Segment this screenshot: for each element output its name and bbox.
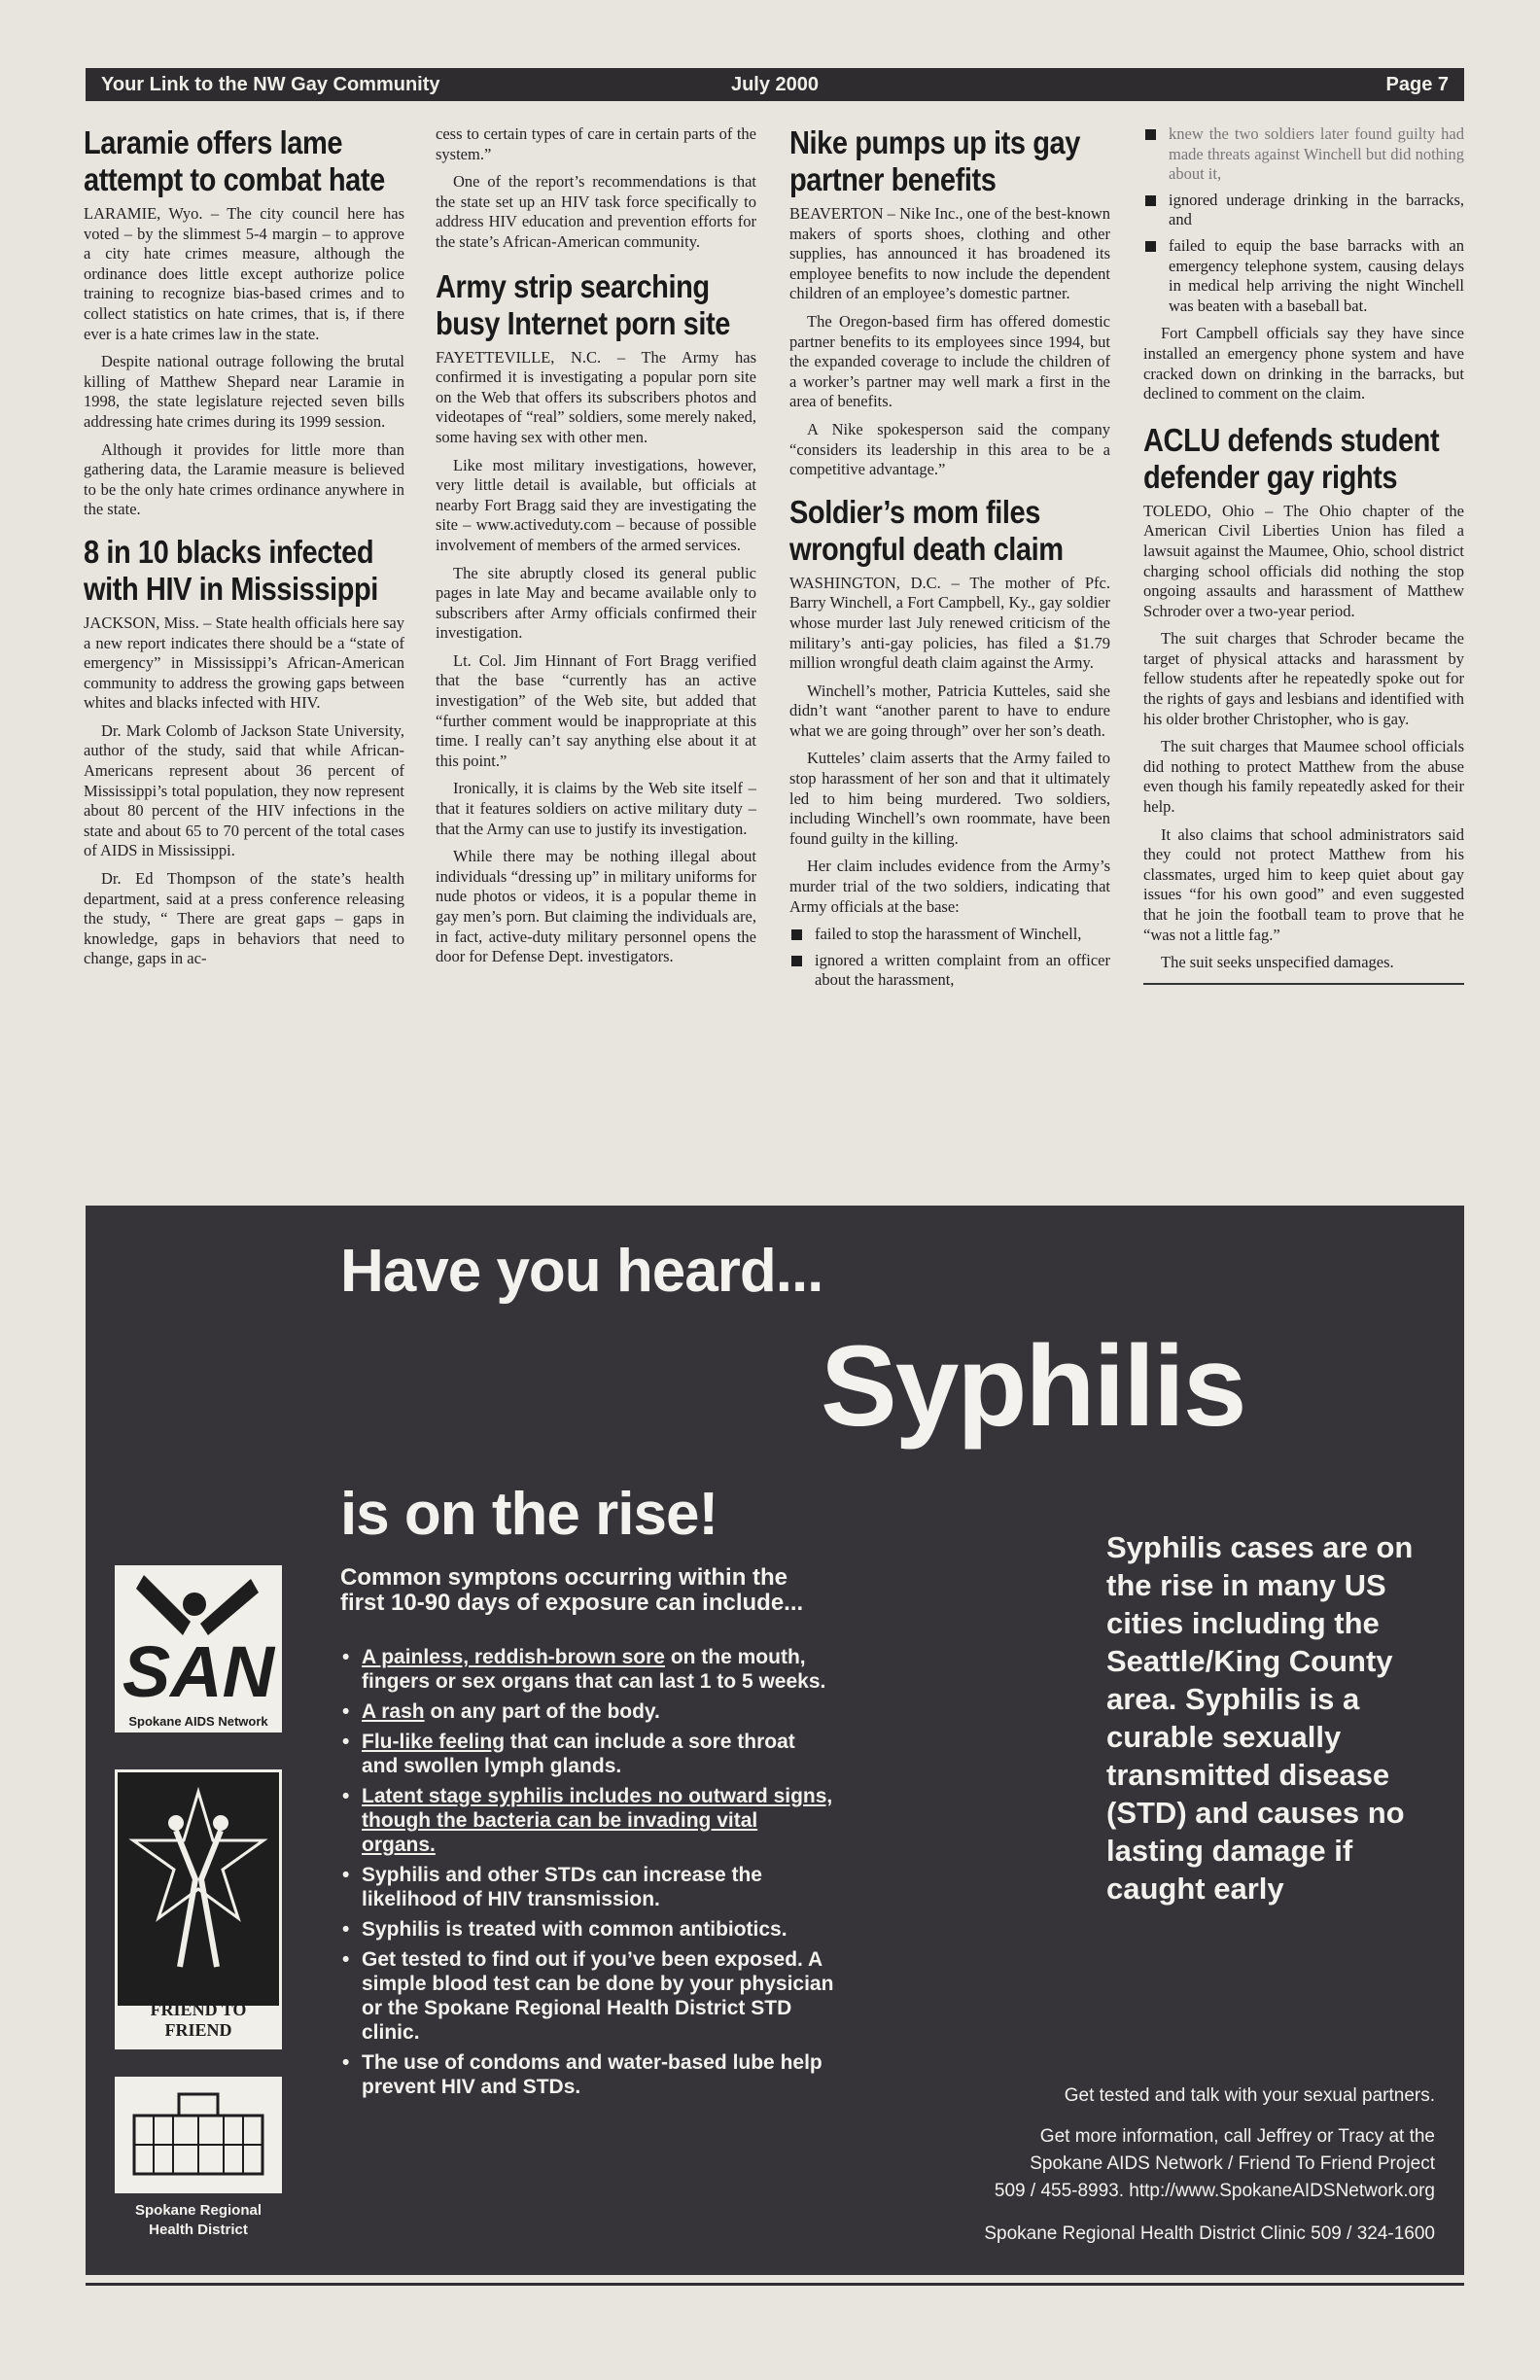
article-paragraph: JACKSON, Miss. – State health officials here say a new report indicates there should be a “state of emergency” in Mississippi’s African-American community to address the growing gaps between whites and blacks infected with HIV. <box>84 612 404 713</box>
article-paragraph: Fort Campbell officials say they have since installed an emergency phone system and have cracked down on drinking in the barracks, but declined to comment on the claim. <box>1143 324 1464 403</box>
list-item: • Get tested to find out if you’ve been exposed. A simple blood test can be done by your physician or the Spokane Regional Health District STD clinic. <box>340 1947 836 2045</box>
page-bottom-rule <box>86 2283 1464 2286</box>
article-paragraph: TOLEDO, Ohio – The Ohio chapter of the American Civil Liberties Union has filed a lawsuit against the Maumee, Ohio, school district charging school officials did nothing the stop ongoing assaults and harassment of Matthew Schroder over a two-year period. <box>1143 501 1464 620</box>
column-divider <box>1143 983 1464 985</box>
article-paragraph: Winchell’s mother, Patricia Kutteles, said she didn’t want “another parent to have to endure what we are going through” over her son’s death. <box>789 681 1110 740</box>
friend-logo-caption: FRIEND TO FRIEND <box>150 2000 247 2040</box>
headline-aclu: ACLU defends student defender gay rights <box>1143 421 1440 495</box>
headline-soldier-mom: Soldier’s mom files wrongful death claim <box>789 493 1064 567</box>
article-paragraph: Despite national outrage following the brutal killing of Matthew Shepard near Laramie in 1998, the state legislature rejected seven bills addressing hate crimes during its 1999 session. <box>84 352 404 431</box>
article-paragraph: WASHINGTON, D.C. – The mother of Pfc. Barry Winchell, a Fort Campbell, Ky., gay soldier whose murder last July renewed criticism of the military’s anti-gay policies, has filed a $1.79 million wrongful death claim against the Army. <box>789 573 1110 673</box>
article-paragraph: BEAVERTON – Nike Inc., one of the best-known makers of sports shoes, clothing and other supplies, has announced it has broadened its employee benefits to now include the dependent children of an employee’s domestic partner. <box>789 204 1110 303</box>
article-laramie <box>84 124 404 520</box>
claim-bullet-list-continued <box>1143 124 1464 316</box>
headline-army: Army strip searching busy Internet porn site <box>436 267 730 341</box>
ad-sidebar-statement: Syphilis cases are on the rise in many US cities including the Seattle/King County area. Syphilis is a curable sexually transmitted disease (STD) and causes no lasting damage if caught early <box>1106 1530 1414 1906</box>
article-paragraph: Kutteles’ claim asserts that the Army failed to stop harassment of her son and that it ultimately led to him being murdered. Two soldiers, including Winchell’s own roommate, have been found guilty in the killing. <box>789 749 1110 848</box>
article-paragraph: LARAMIE, Wyo. – The city council here has voted – by the slimmest 5-4 margin – to approve a city hate crimes measure, although the ordinance does little except authorize police training to recognize bias-based crimes and to collect statistics on hate crimes, that is, if there ever is a hate crimes law in the state. <box>84 204 404 343</box>
ad-symptom-list <box>340 1645 836 2105</box>
headline-nike: Nike pumps up its gay partner benefits <box>789 124 1080 197</box>
headline-laramie: Laramie offers lame attempt to combat hate <box>84 124 385 197</box>
spokane-regional-health-district-logo <box>115 2077 282 2193</box>
san-logo-letters: SAN <box>122 1631 275 1711</box>
page-header-bar <box>86 68 1464 101</box>
contact-line: Get more information, call Jeffrey or Tracy at the <box>1039 2126 1435 2147</box>
contact-line: 509 / 455-8993. http://www.SpokaneAIDSNetwork.org <box>994 2181 1435 2201</box>
ad-headline-rise: is on the rise! <box>340 1481 718 1548</box>
friend-figures-icon <box>118 1772 279 2006</box>
symptom-text: on the mouth, fingers or sex organs that can last 1 to 5 weeks. <box>362 1646 826 1693</box>
column-3 <box>789 124 1110 1004</box>
column-1 <box>84 124 404 983</box>
list-item <box>340 1699 836 1724</box>
article-paragraph: Although it provides for little more than gathering data, the Laramie measure is believed to be the only hate crimes ordinance anywhere in the state. <box>84 439 404 519</box>
article-paragraph: One of the report’s recommendations is that the state set up an HIV task force specifically to address HIV education and prevention efforts for the state’s African-American community. <box>436 172 756 251</box>
article-paragraph: The suit charges that Schroder became the target of physical attacks and harassment by fellow students after he repeatedly spoke out for the rights of gays and lesbians and identified with his older brother Christopher, who is gay. <box>1143 629 1464 728</box>
ad-symptoms-intro: Common symptons occurring within the first 10-90 days of exposure can include... <box>340 1564 804 1616</box>
symptom-text: on any part of the body. <box>430 1700 660 1723</box>
article-paragraph: FAYETTEVILLE, N.C. – The Army has confirmed it is investigating a popular porn site on the Web that offers its subscribers photos and videotapes of “real” soldiers, some merely naked, some having sex with other men. <box>436 347 756 446</box>
ad-footer-tested: Get tested and talk with your sexual partners. <box>1064 2085 1435 2106</box>
article-paragraph: Lt. Col. Jim Hinnant of Fort Bragg verified that the base “currently has an active investigation” of the Web site, but added that “further comment would be inappropriate at this time. I really can’t say anything else about it at this point.” <box>436 650 756 770</box>
article-paragraph: Ironically, it is claims by the Web site itself – that it features soldiers on active military duty – that the Army can use to justify its investigation. <box>436 779 756 838</box>
article-aclu <box>1143 422 1464 985</box>
ad-headline-syphilis: Syphilis <box>821 1322 1245 1451</box>
list-item <box>340 1730 836 1778</box>
column-2 <box>436 124 756 981</box>
ad-headline-heard: Have you heard... <box>340 1238 823 1305</box>
san-logo-caption: Spokane AIDS Network <box>128 1714 268 1729</box>
article-paragraph: cess to certain types of care in certain parts of the system.” <box>436 124 756 163</box>
list-item: • Syphilis and other STDs can increase the likelihood of HIV transmission. <box>340 1863 836 1911</box>
headline-hiv-mississippi: 8 in 10 blacks infected with HIV in Mississippi <box>84 533 378 607</box>
symptom-highlight: A rash <box>362 1700 425 1723</box>
article-hiv-mississippi <box>84 534 404 969</box>
friend-to-friend-logo <box>115 1769 282 2049</box>
article-paragraph: The Oregon-based firm has offered domestic partner benefits to its employees since 1994, but the expanded coverage to include the children of a worker’s partner may well mark a first in the area of benefits. <box>789 311 1110 411</box>
list-item: failed to stop the harassment of Winchell, <box>789 925 1110 945</box>
syphilis-advertisement <box>86 1206 1464 2275</box>
article-paragraph: Dr. Mark Colomb of Jackson State University, author of the study, said that while African-Americans represent about 36 percent of Mississippi’s total population, they now represent about 80 percent of the HIV infections in the state and about 65 to 70 percent of the total cases of AIDS in Mississippi. <box>84 720 404 860</box>
list-item: • Syphilis is treated with common antibiotics. <box>340 1917 836 1942</box>
column-4 <box>1143 124 1464 998</box>
contact-line: Spokane AIDS Network / Friend To Friend Project <box>1030 2153 1435 2174</box>
symptom-highlight: Flu-like feeling <box>362 1731 506 1753</box>
article-paragraph: Her claim includes evidence from the Army’s murder trial of the two soldiers, indicating that Army officials at the base: <box>789 857 1110 916</box>
article-paragraph: A Nike spokesperson said the company “considers its leadership in this area to be a competitive advantage.” <box>789 419 1110 479</box>
building-icon <box>115 2077 282 2193</box>
header-tagline: Your Link to the NW Gay Community <box>101 73 440 95</box>
list-item: ignored underage drinking in the barracks, and <box>1143 191 1464 230</box>
symptom-text: that can include a sore throat and swollen lymph glands. <box>362 1731 795 1777</box>
article-soldier-mom <box>789 494 1110 991</box>
spokane-aids-network-logo <box>115 1565 282 1732</box>
article-army-porn-site <box>436 268 756 967</box>
srhd-logo-caption: Spokane Regional Health District <box>134 2202 262 2238</box>
list-item: • Latent stage syphilis includes no outward signs, though the bacteria can be invading vital organs. <box>340 1784 836 1857</box>
list-item: ignored a written complaint from an officer about the harassment, <box>789 951 1110 991</box>
list-item: failed to equip the base barracks with an emergency telephone system, causing delays in medical help arriving the night Winchell was beaten with a baseball bat. <box>1143 236 1464 316</box>
list-item: • The use of condoms and water-based lube help prevent HIV and STDs. <box>340 2050 836 2099</box>
claim-bullet-list <box>789 925 1110 991</box>
article-paragraph: The site abruptly closed its general public pages in late May and became available only to subscribers after Army officials confirmed their investigation. <box>436 563 756 643</box>
list-item: knew the two soldiers later found guilty had made threats against Winchell but did nothing about it, <box>1143 124 1464 185</box>
ad-footer-contact <box>995 2123 1435 2205</box>
symptom-highlight: A painless, reddish-brown sore <box>362 1646 665 1668</box>
san-figure-icon <box>115 1565 282 1711</box>
article-paragraph: While there may be nothing illegal about individuals “dressing up” in military uniforms for nude photos or videos, it is a popular theme in gay men’s porn. But claiming the individuals are, in fact, active-duty military personnel opens the door for Defense Dept. investigators. <box>436 847 756 966</box>
article-paragraph: Like most military investigations, however, very little detail is available, but officials at nearby Fort Bragg said they are investigating the site – www.activeduty.com – because of possible involvement of members of the armed services. <box>436 455 756 554</box>
header-date: July 2000 <box>730 73 820 95</box>
article-nike <box>789 124 1110 480</box>
list-item <box>340 1645 836 1694</box>
ad-footer-clinic: Spokane Regional Health District Clinic 509 / 324-1600 <box>984 2223 1435 2244</box>
article-paragraph: The suit charges that Maumee school officials did nothing to protect Matthew from the abuse even though his family repeatedly asked for their help. <box>1143 737 1464 817</box>
article-paragraph: The suit seeks unspecified damages. <box>1161 953 1394 972</box>
article-paragraph: It also claims that school administrators said they could not protect Matthew from his classmates, urged him to keep quiet about gay issues “for his own good” and even suggested that he join the football team to prove that he “was not a little fag.” <box>1143 824 1464 944</box>
header-page-number: Page 7 <box>1385 73 1449 95</box>
article-paragraph: Dr. Ed Thompson of the state’s health department, said at a press conference releasing the study, “ There are great gaps – gaps in knowledge, gaps in behaviors that need to change, gaps in ac- <box>84 869 404 968</box>
